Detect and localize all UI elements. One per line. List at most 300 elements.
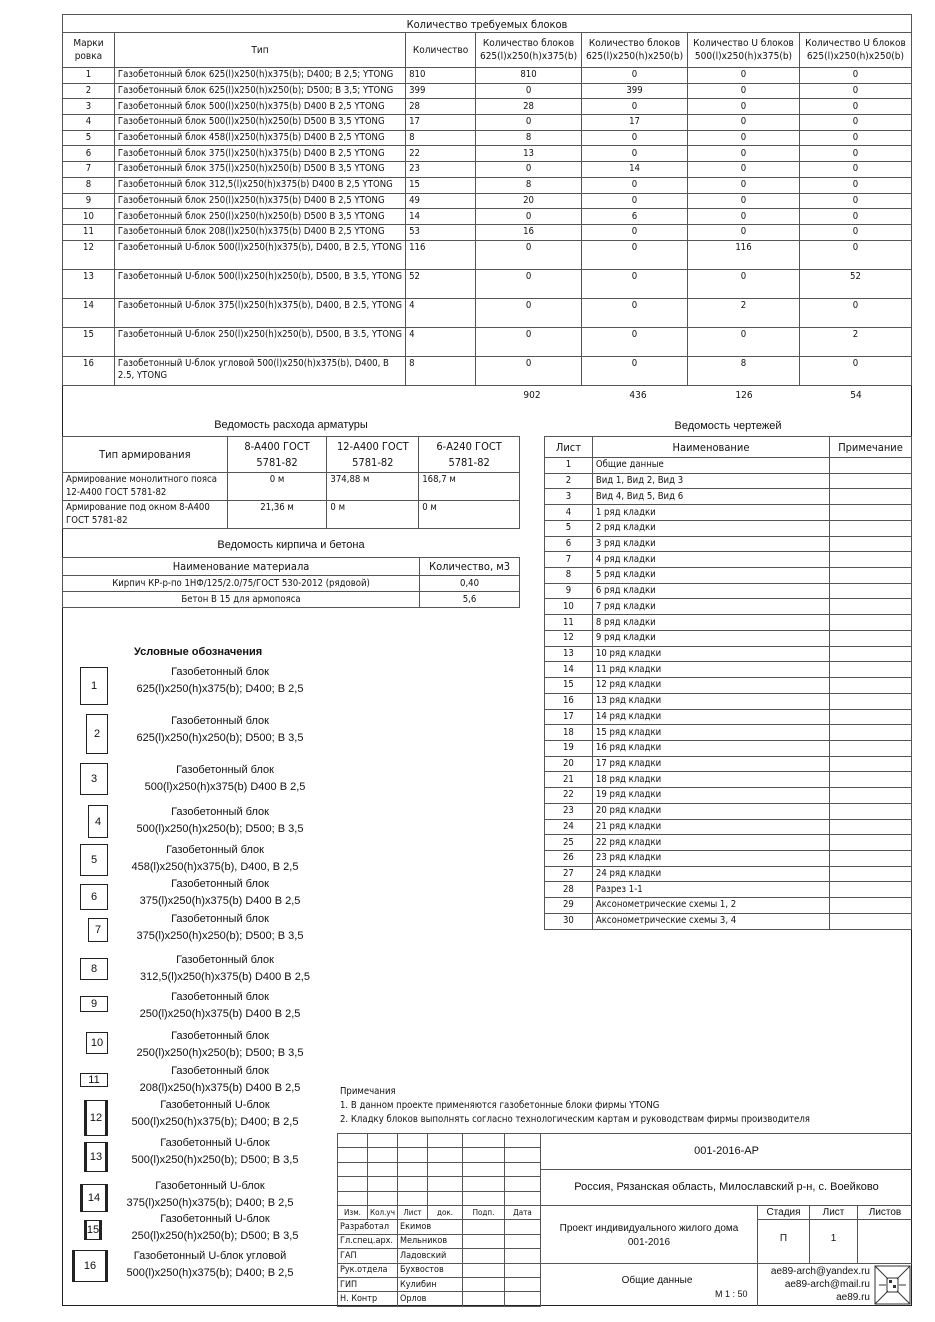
blocks-row <box>63 224 912 240</box>
drawings-row <box>545 520 912 536</box>
blocks-table-title: Количество требуемых блоков <box>62 14 912 32</box>
blocks-cell: 810 <box>406 68 476 84</box>
legend-label-spec: 500(l)x250(h)x250(b); D500; B 3,5 <box>136 823 304 835</box>
notes-title: Примечания <box>340 1086 396 1097</box>
drawing-sheet-name: 21 ряд кладки <box>592 819 829 835</box>
drawing-sheet-name: 8 ряд кладки <box>592 615 829 631</box>
blocks-header-cell: Количество U блоков 500(l)x250(h)x375(b) <box>688 33 800 68</box>
drawing-sheet-name: Аксонометрические схемы 1, 2 <box>592 898 829 914</box>
drawings-row <box>545 630 912 646</box>
drawing-sheet-note <box>830 850 912 866</box>
blocks-cell: 0 <box>688 83 800 99</box>
blocks-cell: 0 <box>799 177 911 193</box>
project-title: Проект индивидуального жилого дома <box>559 1223 739 1234</box>
blocks-cell: 0 <box>476 83 582 99</box>
drawing-sheet-note <box>830 489 912 505</box>
blocks-cell: 0 <box>799 130 911 146</box>
blocks-cell: 4 <box>63 115 115 131</box>
drawing-sheet-note <box>830 709 912 725</box>
drawings-row <box>545 756 912 772</box>
blocks-cell: 0 <box>799 83 911 99</box>
drawings-row <box>545 913 912 929</box>
blocks-cell: 23 <box>406 162 476 178</box>
drawing-sheet-number: 25 <box>545 835 593 851</box>
drawing-sheet-name: 16 ряд кладки <box>592 740 829 756</box>
stamp-empty-row <box>338 1148 541 1162</box>
blocks-total: 126 <box>735 390 753 401</box>
drawings-header-cell: Наименование <box>592 437 829 458</box>
drawing-sheet-note <box>830 615 912 631</box>
stamp-date <box>505 1234 541 1248</box>
blocks-cell: 399 <box>582 83 688 99</box>
stamp-person: Екимов <box>398 1220 463 1234</box>
blocks-total: 54 <box>850 390 862 401</box>
drawing-sheet-name: Общие данные <box>592 458 829 474</box>
blocks-cell: 28 <box>406 99 476 115</box>
blocks-cell: 7 <box>63 162 115 178</box>
blocks-cell: 49 <box>406 193 476 209</box>
blocks-cell: 0 <box>688 327 800 356</box>
drawings-header-cell: Примечание <box>830 437 912 458</box>
blocks-cell: 2 <box>799 327 911 356</box>
stamp-cell <box>338 1134 368 1148</box>
blocks-cell: Газобетонный блок 375(l)x250(h)x250(b) D500 B 3,5 YTONG <box>114 162 405 178</box>
drawings-row <box>545 615 912 631</box>
blocks-cell: Газобетонный U-блок 375(l)x250(h)x375(b), D400, B 2.5, YTONG <box>114 298 405 327</box>
blocks-cell: 0 <box>476 162 582 178</box>
drawing-sheet-note <box>830 662 912 678</box>
brick-header-cell: Наименование материала <box>63 558 420 576</box>
rebar-cell: 168,7 м <box>419 473 520 501</box>
blocks-cell: 15 <box>406 177 476 193</box>
rebar-header-cell: 8-А400 ГОСТ 5781-82 <box>227 437 327 473</box>
legend-label-spec: 625(l)x250(h)x250(b); D500; B 3,5 <box>136 732 304 744</box>
rebar-cell: 0 м <box>227 473 327 501</box>
blocks-header-cell: Количество U блоков 625(l)x250(h)x250(b) <box>799 33 911 68</box>
drawing-sheet-number: 16 <box>545 693 593 709</box>
drawing-sheet-name: Вид 1, Вид 2, Вид 3 <box>592 473 829 489</box>
stamp-role-row <box>338 1263 541 1277</box>
blocks-cell: 0 <box>476 209 582 225</box>
blocks-cell: Газобетонный блок 250(l)x250(h)x375(b) D400 B 2,5 YTONG <box>114 193 405 209</box>
drawing-sheet-number: 18 <box>545 725 593 741</box>
blocks-cell: 0 <box>799 356 911 385</box>
blocks-cell: 8 <box>406 130 476 146</box>
drawing-sheet-number: 30 <box>545 913 593 929</box>
drawing-sheet-number: 6 <box>545 536 593 552</box>
stamp-role: Гл.спец.арх. <box>338 1234 398 1248</box>
sheet-label: Лист <box>822 1207 845 1218</box>
blocks-row <box>63 356 912 385</box>
blocks-cell: 14 <box>582 162 688 178</box>
stamp-signature <box>463 1277 505 1291</box>
drawing-sheet-name: 22 ряд кладки <box>592 835 829 851</box>
legend-label-spec: 375(l)x250(h)x375(b); D400; B 2,5 <box>126 1197 294 1209</box>
drawing-sheet-number: 27 <box>545 866 593 882</box>
blocks-cell: 0 <box>799 209 911 225</box>
blocks-cell: 0 <box>476 115 582 131</box>
contacts <box>758 1265 870 1304</box>
rebar-cell: Армирование монолитного пояса 12-А400 ГОСТ 5781-82 <box>63 473 228 501</box>
drawings-row <box>545 662 912 678</box>
stamp-role-row <box>338 1277 541 1291</box>
legend-label <box>85 1248 335 1282</box>
stamp-role: Н. Контр <box>338 1292 398 1306</box>
drawings-row <box>545 583 912 599</box>
stamp-header-cell: Кол.уч <box>368 1205 398 1219</box>
drawings-row <box>545 473 912 489</box>
drawing-sheet-note <box>830 882 912 898</box>
legend-label-spec: 458(l)x250(h)x375(b), D400, B 2,5 <box>131 861 299 873</box>
drawings-row <box>545 568 912 584</box>
blocks-cell: 0 <box>688 162 800 178</box>
drawing-sheet-number: 14 <box>545 662 593 678</box>
blocks-cell: 17 <box>582 115 688 131</box>
drawings-table <box>544 436 912 930</box>
stamp-cell <box>398 1191 428 1205</box>
drawings-row <box>545 898 912 914</box>
drawing-sheet-note <box>830 866 912 882</box>
drawings-row <box>545 505 912 521</box>
blocks-cell: 0 <box>582 240 688 269</box>
rebar-header-cell: 6-А240 ГОСТ 5781-82 <box>419 437 520 473</box>
legend-label-title: Газобетонный блок <box>171 715 269 727</box>
blocks-cell: 0 <box>688 209 800 225</box>
brick-header-cell: Количество, м3 <box>420 558 520 576</box>
rebar-cell: 374,88 м <box>327 473 419 501</box>
blocks-cell: Газобетонный блок 312,5(l)x250(h)x375(b) D400 B 2,5 YTONG <box>114 177 405 193</box>
blocks-cell: Газобетонный блок 500(l)x250(h)x375(b) D400 B 2,5 YTONG <box>114 99 405 115</box>
legend-symbol: 11 <box>80 1073 108 1087</box>
blocks-cell: 11 <box>63 224 115 240</box>
drawings-row <box>545 709 912 725</box>
blocks-row <box>63 83 912 99</box>
drawings-row <box>545 866 912 882</box>
stamp-empty-row <box>338 1162 541 1176</box>
blocks-cell: 0 <box>582 356 688 385</box>
project-number: 001-2016 <box>627 1237 671 1248</box>
blocks-row <box>63 209 912 225</box>
drawings-row <box>545 646 912 662</box>
stamp-signature <box>463 1234 505 1248</box>
blocks-cell: 0 <box>582 327 688 356</box>
blocks-cell: 0 <box>582 146 688 162</box>
drawings-row <box>545 458 912 474</box>
drawing-sheet-name: 2 ряд кладки <box>592 520 829 536</box>
legend-symbol: 15 <box>84 1220 102 1240</box>
drawings-row <box>545 599 912 615</box>
blocks-cell: Газобетонный U-блок 250(l)x250(h)x250(b), D500, B 3.5, YTONG <box>114 327 405 356</box>
legend-symbol: 4 <box>88 805 108 838</box>
stamp-cell <box>338 1162 368 1176</box>
blocks-cell: 16 <box>476 224 582 240</box>
legend-symbol: 8 <box>80 958 108 980</box>
stamp-grid <box>337 1133 541 1307</box>
drawing-sheet-note <box>830 772 912 788</box>
stamp-cell <box>505 1148 541 1162</box>
blocks-cell: 0 <box>799 224 911 240</box>
blocks-cell: 52 <box>799 269 911 298</box>
blocks-cell: 8 <box>63 177 115 193</box>
legend-label-spec: 250(l)x250(h)x250(b); D500; B 3,5 <box>136 1047 304 1059</box>
legend-symbol: 14 <box>80 1184 108 1212</box>
sheet-name: Общие данные <box>621 1275 693 1286</box>
blocks-cell: 0 <box>582 269 688 298</box>
blocks-cell: 0 <box>688 224 800 240</box>
brick-row <box>63 592 520 608</box>
stamp-person: Ладовский <box>398 1249 463 1263</box>
blocks-cell: 116 <box>406 240 476 269</box>
drawing-sheet-note <box>830 630 912 646</box>
legend-label <box>95 664 345 698</box>
drawing-sheet-name: Разрез 1-1 <box>592 882 829 898</box>
legend-label-spec: 500(l)x250(h)x375(b); D400; B 2,5 <box>131 1116 299 1128</box>
drawing-sheet-note <box>830 520 912 536</box>
legend-label <box>95 1028 345 1062</box>
blocks-cell: 0 <box>688 99 800 115</box>
drawing-sheet-name: 15 ряд кладки <box>592 725 829 741</box>
drawings-row <box>545 850 912 866</box>
blocks-cell: 0 <box>688 269 800 298</box>
drawing-sheet-name: 1 ряд кладки <box>592 505 829 521</box>
blocks-cell: 22 <box>406 146 476 162</box>
drawing-sheet-note <box>830 913 912 929</box>
drawing-sheet-number: 10 <box>545 599 593 615</box>
drawing-sheet-name: 5 ряд кладки <box>592 568 829 584</box>
blocks-cell: 8 <box>476 130 582 146</box>
legend-label-title: Газобетонный блок <box>171 913 269 925</box>
blocks-cell: 0 <box>688 115 800 131</box>
legend-label <box>100 952 350 986</box>
legend-label-title: Газобетонный блок <box>171 878 269 890</box>
drawing-sheet-name: 9 ряд кладки <box>592 630 829 646</box>
stamp-signature <box>463 1249 505 1263</box>
drawing-sheet-note <box>830 693 912 709</box>
drawing-sheet-name: 11 ряд кладки <box>592 662 829 678</box>
legend-label <box>95 713 345 747</box>
drawing-sheet-name: 3 ряд кладки <box>592 536 829 552</box>
blocks-cell: 0 <box>582 193 688 209</box>
stamp-cell <box>398 1134 428 1148</box>
legend-symbol: 10 <box>86 1032 108 1054</box>
legend-title: Условные обозначения <box>134 646 263 658</box>
blocks-cell: 0 <box>799 68 911 84</box>
blocks-cell: 0 <box>688 193 800 209</box>
drawing-sheet-note <box>830 473 912 489</box>
legend-label <box>90 1097 340 1131</box>
blocks-row <box>63 298 912 327</box>
drawing-sheet-note <box>830 788 912 804</box>
stamp-person: Бухвостов <box>398 1263 463 1277</box>
legend-label-spec: 500(l)x250(h)x375(b) D400 B 2,5 <box>144 781 306 793</box>
stamp-signature <box>463 1263 505 1277</box>
stamp-header-row <box>338 1205 541 1219</box>
drawings-row <box>545 882 912 898</box>
drawing-sheet-name: 12 ряд кладки <box>592 678 829 694</box>
blocks-cell: 399 <box>406 83 476 99</box>
drawing-sheet-number: 7 <box>545 552 593 568</box>
legend-symbol: 2 <box>86 714 108 754</box>
title-block <box>337 1133 912 1306</box>
drawing-sheet-name: Вид 4, Вид 5, Вид 6 <box>592 489 829 505</box>
drawing-sheet-name: 6 ряд кладки <box>592 583 829 599</box>
blocks-cell: Газобетонный блок 375(l)x250(h)x375(b) D400 B 2,5 YTONG <box>114 146 405 162</box>
blocks-cell: Газобетонный блок 625(l)x250(h)x375(b); D400; B 2,5; YTONG <box>114 68 405 84</box>
stamp-cell <box>368 1162 398 1176</box>
stamp-cell <box>338 1148 368 1162</box>
drawing-sheet-number: 8 <box>545 568 593 584</box>
blocks-cell: 0 <box>476 298 582 327</box>
legend-label-title: Газобетонный блок <box>171 991 269 1003</box>
blocks-cell: 0 <box>582 177 688 193</box>
legend-label-title: Газобетонный блок <box>171 666 269 678</box>
drawing-sheet-note <box>830 803 912 819</box>
drawings-row <box>545 552 912 568</box>
blocks-cell: 6 <box>63 146 115 162</box>
drawing-sheet-number: 28 <box>545 882 593 898</box>
legend-label-spec: 208(l)x250(h)x375(b) D400 B 2,5 <box>139 1082 301 1094</box>
blocks-cell: 17 <box>406 115 476 131</box>
stamp-cell <box>428 1177 463 1191</box>
blocks-cell: 116 <box>688 240 800 269</box>
stamp-role: Разработал <box>338 1220 398 1234</box>
legend-label-spec: 250(l)x250(h)x250(b); D500; B 3,5 <box>131 1230 299 1242</box>
drawing-sheet-note <box>830 458 912 474</box>
drawing-sheet-number: 15 <box>545 678 593 694</box>
drawing-sheet-note <box>830 599 912 615</box>
rebar-table <box>62 436 520 529</box>
blocks-row <box>63 269 912 298</box>
stamp-role: ГИП <box>338 1277 398 1291</box>
blocks-cell: 1 <box>63 68 115 84</box>
rebar-row <box>63 473 520 501</box>
drawing-sheet-number: 29 <box>545 898 593 914</box>
sheet-value: 1 <box>830 1233 837 1244</box>
blocks-header-cell: Количество блоков 625(l)x250(h)x250(b) <box>582 33 688 68</box>
brick-row <box>63 576 520 592</box>
drawing-sheet-note <box>830 678 912 694</box>
blocks-cell: 0 <box>476 356 582 385</box>
stamp-cell <box>463 1162 505 1176</box>
blocks-cell: 8 <box>406 356 476 385</box>
drawing-sheet-number: 11 <box>545 615 593 631</box>
drawing-sheet-name: 18 ряд кладки <box>592 772 829 788</box>
stage-value: П <box>779 1233 788 1244</box>
project-code: 001-2016-АР <box>694 1145 759 1157</box>
blocks-cell: 0 <box>688 130 800 146</box>
stamp-cell <box>505 1162 541 1176</box>
stamp-header-cell: Подп. <box>463 1205 505 1219</box>
drawing-sheet-name: 17 ряд кладки <box>592 756 829 772</box>
stamp-date <box>505 1220 541 1234</box>
blocks-cell: 0 <box>688 177 800 193</box>
stamp-role: ГАП <box>338 1249 398 1263</box>
drawings-row <box>545 740 912 756</box>
drawings-row <box>545 678 912 694</box>
legend-label-title: Газобетонный блок <box>171 806 269 818</box>
drawings-row <box>545 725 912 741</box>
drawing-sheet-number: 9 <box>545 583 593 599</box>
legend-symbol: 5 <box>80 844 108 876</box>
blocks-cell: Газобетонный блок 458(l)x250(h)x375(b) D400 B 2,5 YTONG <box>114 130 405 146</box>
legend-label-title: Газобетонный блок <box>171 1065 269 1077</box>
scale: М 1 : 50 <box>715 1289 748 1299</box>
rebar-title: Ведомость расхода арматуры <box>214 419 368 431</box>
legend-label-title: Газобетонный U-блок <box>160 1137 270 1149</box>
stamp-cell <box>398 1162 428 1176</box>
drawings-row <box>545 693 912 709</box>
notes <box>340 1085 810 1127</box>
blocks-cell: 9 <box>63 193 115 209</box>
drawing-sheet-number: 24 <box>545 819 593 835</box>
brick-title: Ведомость кирпича и бетона <box>217 539 365 551</box>
blocks-cell: 16 <box>63 356 115 385</box>
blocks-cell: Газобетонный блок 500(l)x250(h)x250(b) D500 B 3,5 YTONG <box>114 115 405 131</box>
drawing-sheet-note <box>830 740 912 756</box>
legend-label-spec: 625(l)x250(h)x375(b); D400; B 2,5 <box>136 683 304 695</box>
legend-label-spec: 375(l)x250(h)x375(b) D400 B 2,5 <box>139 895 301 907</box>
blocks-row <box>63 68 912 84</box>
stamp-cell <box>398 1177 428 1191</box>
drawing-sheet-name: 20 ряд кладки <box>592 803 829 819</box>
rebar-header-cell: 12-А400 ГОСТ 5781-82 <box>327 437 419 473</box>
stamp-empty-row <box>338 1191 541 1205</box>
drawing-sheet-name: 14 ряд кладки <box>592 709 829 725</box>
legend-label <box>90 842 340 876</box>
stamp-role-row <box>338 1249 541 1263</box>
blocks-cell: 10 <box>63 209 115 225</box>
blocks-cell: 13 <box>63 269 115 298</box>
legend-label-title: Газобетонный U-блок <box>160 1213 270 1225</box>
legend-symbol: 9 <box>80 996 108 1012</box>
blocks-total: 436 <box>629 390 647 401</box>
drawing-sheet-name: 10 ряд кладки <box>592 646 829 662</box>
blocks-row <box>63 240 912 269</box>
drawing-sheet-number: 21 <box>545 772 593 788</box>
blocks-header-cell: Количество блоков 625(l)x250(h)x375(b) <box>476 33 582 68</box>
blocks-total: 902 <box>523 390 541 401</box>
legend-label <box>100 762 350 796</box>
drawing-sheet-name: 19 ряд кладки <box>592 788 829 804</box>
blocks-row <box>63 146 912 162</box>
blocks-cell: 20 <box>476 193 582 209</box>
blocks-row <box>63 177 912 193</box>
legend-label-spec: 375(l)x250(h)x250(b); D500; B 3,5 <box>136 930 304 942</box>
rebar-header-cell: Тип армирования <box>63 437 228 473</box>
drawing-sheet-number: 17 <box>545 709 593 725</box>
legend-label <box>95 804 345 838</box>
stamp-cell <box>505 1177 541 1191</box>
legend-label-title: Газобетонный блок <box>171 1030 269 1042</box>
drawing-sheet-number: 4 <box>545 505 593 521</box>
blocks-cell: 0 <box>476 240 582 269</box>
drawing-sheet-name: 23 ряд кладки <box>592 850 829 866</box>
blocks-cell: Газобетонный блок 625(l)x250(h)x250(b); D500; B 3,5; YTONG <box>114 83 405 99</box>
stamp-role-row <box>338 1220 541 1234</box>
blocks-cell: 0 <box>799 162 911 178</box>
company-logo-icon <box>874 1265 911 1305</box>
brick-table <box>62 557 520 608</box>
stamp-cell <box>368 1191 398 1205</box>
note-item: 2. Кладку блоков выполнять согласно технологическим картам и руководствам фирмы производителя <box>340 1114 810 1125</box>
legend-symbol: 6 <box>80 884 108 910</box>
legend-symbol: 3 <box>80 763 108 795</box>
project-location: Россия, Рязанская область, Милославский р-н, с. Воейково <box>574 1181 879 1193</box>
blocks-header-cell: Количество <box>406 33 476 68</box>
drawings-header-cell: Лист <box>545 437 593 458</box>
blocks-cell: 3 <box>63 99 115 115</box>
stamp-role-row <box>338 1234 541 1248</box>
